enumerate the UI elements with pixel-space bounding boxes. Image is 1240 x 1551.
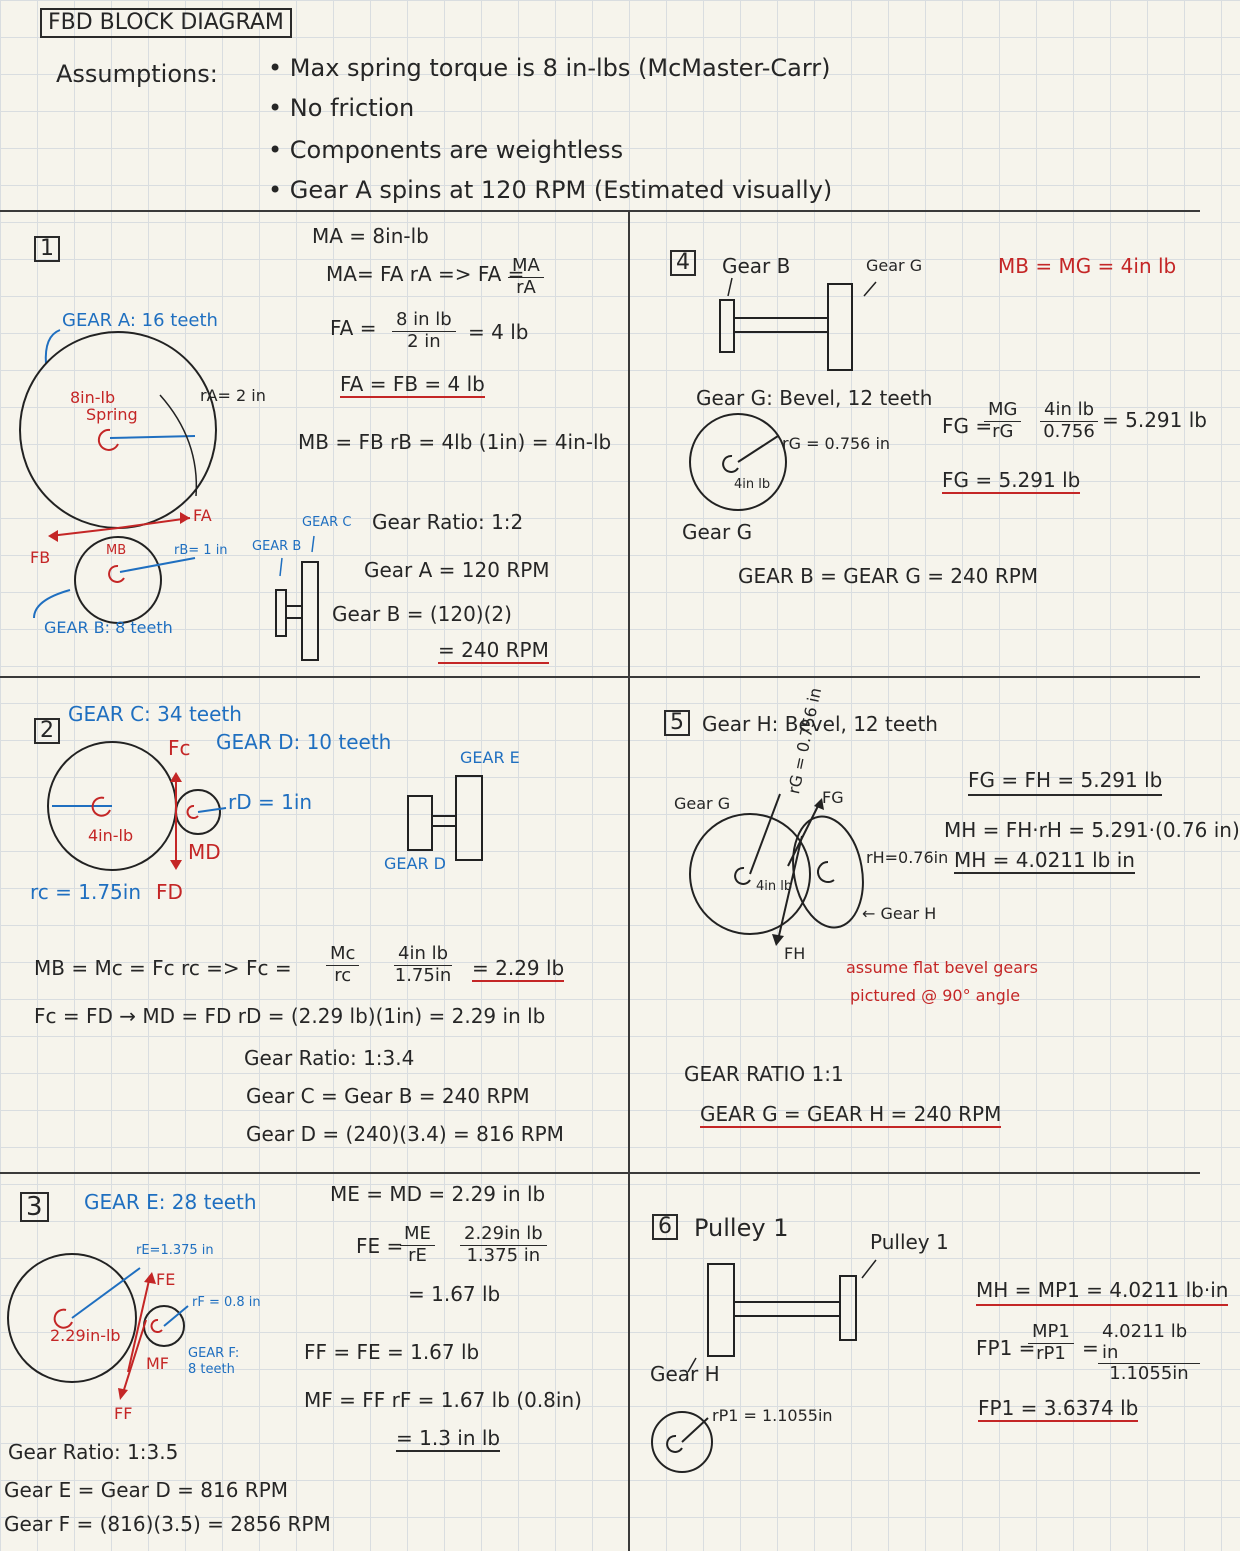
- gear-e-f-diagram: [0, 1240, 260, 1423]
- section-number: 1: [34, 236, 60, 262]
- rpm-a: Gear A = 120 RPM: [364, 558, 550, 582]
- section-divider: [0, 210, 1200, 212]
- gear-b-side-label: GEAR B: [252, 539, 302, 554]
- gear-d-label: GEAR D: 10 teeth: [216, 730, 392, 754]
- fraction: $\frac{\text{4in lb}}{1.75in}$: [394, 943, 452, 986]
- eq-mb: MB = FB rB = 4lb (1in) = 4in-lb: [298, 430, 612, 454]
- fraction: $\frac{ME}{rE}$: [400, 1224, 435, 1266]
- assumption-text: Components are weightless: [289, 136, 624, 164]
- gear-a-b-diagram: [0, 300, 330, 660]
- rpm-h: GEAR G = GEAR H = 240 RPM: [700, 1102, 1002, 1126]
- fraction: $\frac{\text{2.29in lb}}{1.375 in}$: [460, 1224, 547, 1266]
- section-number: 5: [664, 710, 690, 736]
- note-line: pictured @ 90° angle: [850, 986, 1021, 1005]
- rc-label: rc = 1.75in: [30, 880, 142, 904]
- gear-h-title: Gear H: Bevel, 12 teeth: [702, 712, 938, 736]
- gear-f-label: GEAR F: 8 teeth: [188, 1346, 240, 1377]
- gear-ratio: Gear Ratio: 1:2: [372, 510, 524, 534]
- gear-b-label: Gear B: [722, 254, 791, 278]
- assumption-item: • Max spring torque is 8 in-lbs (McMaster-Carr): [268, 54, 831, 82]
- gear-ratio: Gear Ratio: 1:3.4: [244, 1046, 415, 1070]
- assumption-text: Max spring torque is 8 in-lbs (McMaster-Carr): [289, 54, 831, 82]
- pulley-label: Pulley 1: [870, 1230, 949, 1254]
- gear-b-label: GEAR B: 8 teeth: [44, 618, 173, 637]
- fh-label: FH: [784, 944, 806, 963]
- rd-label: rD = 1in: [228, 790, 313, 814]
- re-label: rE=1.375 in: [136, 1243, 214, 1258]
- section-number: 6: [652, 1214, 678, 1240]
- fb-label: FB: [30, 548, 51, 567]
- mb-label: MB: [106, 543, 127, 558]
- eq-fa-fb: FA = FB = 4 lb: [340, 372, 485, 396]
- gear-e-side-label: GEAR E: [460, 748, 520, 767]
- rpm-b-result: = 240 RPM: [438, 638, 549, 662]
- rh-label: rH=0.76in: [866, 848, 949, 867]
- fe-label: FE: [156, 1270, 176, 1289]
- rg-label: rG = 0.756 in: [784, 685, 826, 796]
- md-label: MD: [188, 840, 221, 864]
- gear-h-label: ← Gear H: [862, 904, 937, 923]
- gear-ratio: Gear Ratio: 1:3.5: [8, 1440, 179, 1464]
- eq-me: ME = MD = 2.29 in lb: [330, 1182, 546, 1206]
- rpm-c: Gear C = Gear B = 240 RPM: [246, 1084, 530, 1108]
- section-divider: [0, 1172, 1200, 1174]
- assumptions-label: Assumptions:: [56, 60, 218, 88]
- assumption-text: Gear A spins at 120 RPM (Estimated visually): [289, 176, 833, 204]
- assumption-item: • No friction: [268, 94, 415, 122]
- section-number: 2: [34, 718, 60, 744]
- fd-label: FD: [156, 880, 183, 904]
- torque-label: 4in lb: [734, 477, 771, 492]
- gear-c-label: GEAR C: 34 teeth: [68, 702, 242, 726]
- gear-c-label: GEAR C: [302, 515, 352, 530]
- gear-h-label: Gear H: [650, 1362, 720, 1386]
- rpm-b: Gear B = (120)(2): [332, 602, 512, 626]
- fraction: $\frac{\text{8 in lb}}{2 in}$: [392, 310, 456, 352]
- section-divider: [628, 210, 630, 1551]
- rp-label: rP1 = 1.1055in: [712, 1406, 833, 1425]
- gear-ratio: GEAR RATIO 1:1: [684, 1062, 844, 1086]
- assumption-text: No friction: [289, 94, 415, 122]
- ff-label: FF: [114, 1404, 133, 1423]
- rpm-e: Gear E = Gear D = 816 RPM: [4, 1478, 289, 1502]
- fraction: $\frac{\text{4in lb}}{0.756}$: [1040, 400, 1098, 442]
- eq-mh: MH = FH·rH = 5.291·(0.76 in): [944, 818, 1240, 842]
- eq-fg-fh: FG = FH = 5.291 lb: [968, 770, 1162, 790]
- eq-mc: MB = Mc = Fc rc => Fc =: [34, 956, 292, 980]
- fraction: $\frac{MA}{rA}$: [508, 256, 544, 298]
- spring-label: 8in-lb Spring: [70, 388, 138, 424]
- rpm-d: Gear D = (240)(3.4) = 816 RPM: [246, 1122, 564, 1146]
- fraction: $\frac{MG}{rG}$: [984, 400, 1021, 442]
- assumption-item: • Components are weightless: [268, 136, 624, 164]
- gear-e-label: GEAR E: 28 teeth: [84, 1190, 257, 1214]
- rf-label: rF = 0.8 in: [192, 1295, 261, 1310]
- mf-label: MF: [146, 1354, 170, 1373]
- rg-label: rG = 0.756 in: [782, 434, 891, 453]
- eq-fp: FP1 =: [976, 1336, 1036, 1360]
- eq-md: Fc = FD → MD = FD rD = (2.29 lb)(1in) = 2.29 in lb: [34, 1004, 546, 1028]
- fraction: $\frac{MP1}{rP1}$: [1028, 1322, 1074, 1364]
- note-line: assume flat bevel gears: [846, 958, 1038, 977]
- equals: =: [1082, 1336, 1099, 1360]
- fg-label: FG: [822, 788, 844, 807]
- eq-mh-mp: MH = MP1 = 4.0211 lb·in: [976, 1280, 1228, 1300]
- page-title: FBD BLOCK DIAGRAM: [40, 8, 292, 38]
- gear-g-h-diagram: [690, 790, 890, 963]
- gear-g-label: Gear G: [674, 794, 731, 813]
- eq-fa: FA =: [330, 316, 377, 340]
- eq-fe: FE =: [356, 1234, 404, 1258]
- fp-result: FP1 = 3.6374 lb: [978, 1396, 1139, 1420]
- fg-result: FG = 5.291 lb: [942, 468, 1081, 492]
- eq-ma: MA = 8in-lb: [312, 224, 429, 248]
- eq-fc-result: = 2.29 lb: [472, 956, 565, 980]
- rb-label: rB= 1 in: [174, 543, 228, 558]
- fraction: $\frac{\text{4.0211 lb in}}{1.1055in}$: [1098, 1322, 1200, 1385]
- gear-a-label: GEAR A: 16 teeth: [62, 310, 218, 331]
- mb-mg-eq: MB = MG = 4in lb: [998, 254, 1177, 278]
- torque-label: 4in lb: [756, 879, 793, 894]
- eq-fg: FG =: [942, 414, 993, 438]
- eq-fg-result: = 5.291 lb: [1102, 408, 1207, 432]
- torque-label: 2.29in-lb: [50, 1326, 121, 1345]
- fa-label: FA: [193, 506, 212, 525]
- fraction: $\frac{Mc}{rc}$: [326, 944, 359, 986]
- eq-mf-result: = 1.3 in lb: [396, 1426, 501, 1450]
- gear-g-label: Gear G: [866, 256, 923, 275]
- ra-label: rA= 2 in: [200, 386, 266, 405]
- eq-ff: FF = FE = 1.67 lb: [304, 1340, 480, 1364]
- eq-mf: MF = FF rF = 1.67 lb (0.8in): [304, 1388, 582, 1412]
- gear-d-side-label: GEAR D: [384, 854, 446, 873]
- eq-ma-fa: MA= FA rA => FA =: [326, 262, 525, 286]
- bevel-label: Gear G: Bevel, 12 teeth: [696, 386, 933, 410]
- rpm-g: GEAR B = GEAR G = 240 RPM: [738, 564, 1039, 588]
- torque-label: 4in-lb: [88, 826, 134, 845]
- fc-label: Fc: [168, 736, 191, 760]
- eq-fa-result: = 4 lb: [468, 320, 529, 344]
- eq-fe-result: = 1.67 lb: [408, 1282, 501, 1306]
- eq-mh-result: MH = 4.0211 lb in: [954, 848, 1135, 872]
- section-number: 4: [670, 250, 696, 276]
- section-divider: [0, 676, 1200, 678]
- section-number: 3: [20, 1192, 49, 1222]
- rpm-f: Gear F = (816)(3.5) = 2856 RPM: [4, 1512, 331, 1536]
- assumption-item: • Gear A spins at 120 RPM (Estimated visually): [268, 176, 833, 204]
- pulley-title: Pulley 1: [694, 1214, 789, 1242]
- gear-g-bottom-label: Gear G: [682, 520, 753, 544]
